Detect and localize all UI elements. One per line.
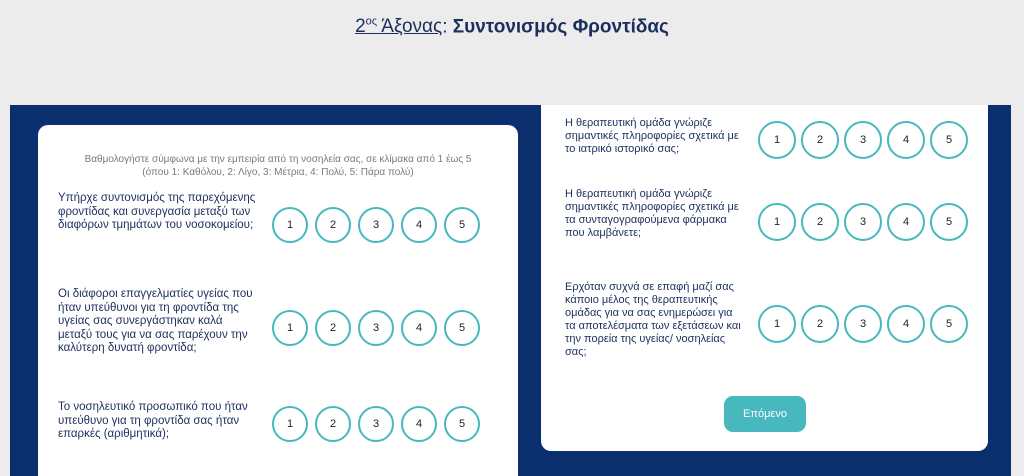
rating-option-3[interactable]: 3 — [844, 203, 882, 241]
rating-option-4[interactable]: 4 — [401, 207, 437, 243]
rating-scale-q2 — [272, 310, 480, 346]
rating-option-1[interactable]: 1 — [272, 406, 308, 442]
rating-option-5[interactable]: 5 — [930, 121, 968, 159]
page-title — [0, 16, 1024, 38]
topic-title: Συντονισμός Φροντίδας — [452, 16, 669, 38]
rating-option-2[interactable]: 2 — [801, 203, 839, 241]
rating-option-2[interactable]: 2 — [315, 207, 351, 243]
rating-option-4[interactable]: 4 — [401, 310, 437, 346]
rating-option-5[interactable]: 5 — [444, 207, 480, 243]
next-button[interactable]: Επόμενο — [724, 396, 806, 432]
question-professionals-cooperation: Οι διάφοροι επαγγελματίες υγείας που ήταν υπεύθυνοι για τη φροντίδα της υγείας σας συνεργάστηκαν καλά μεταξύ τους για να σας παρέχουν την καλύτερη δυνατή φροντίδα; — [58, 288, 253, 355]
rating-instructions: Βαθμολογήστε σύμφωνα με την εμπειρία από τη νοσηλεία σας, σε κλίμακα από 1 έως 5 (όπου 1: Καθόλου, 2: Λίγο, 3: Μέτρια, 4: Πολύ, 5: Πάρα πολύ) — [84, 154, 472, 178]
rating-option-3[interactable]: 3 — [358, 207, 394, 243]
rating-option-3[interactable]: 3 — [358, 310, 394, 346]
rating-option-5[interactable]: 5 — [930, 305, 968, 343]
rating-scale-q6 — [758, 305, 968, 343]
rating-option-3[interactable]: 3 — [358, 406, 394, 442]
rating-scale-q3 — [272, 406, 480, 442]
rating-option-2[interactable]: 2 — [315, 406, 351, 442]
question-nursing-staff-sufficient: Το νοσηλευτικό προσωπικό που ήταν υπεύθυνο για τη φροντίδα σας ήταν επαρκές (αριθμητικά); — [58, 401, 248, 441]
rating-option-5[interactable]: 5 — [444, 310, 480, 346]
rating-option-5[interactable]: 5 — [444, 406, 480, 442]
rating-option-1[interactable]: 1 — [272, 207, 308, 243]
rating-option-4[interactable]: 4 — [887, 305, 925, 343]
rating-scale-q5 — [758, 203, 968, 241]
question-team-contact-results: Ερχόταν συχνά σε επαφή μαζί σας κάποιο μέλος της θεραπευτικής ομάδας για να σας ενημερώσει για τα αποτελέσματα των εξετάσεων και την πορεία της υγείας/ νοσηλείας σας; — [565, 281, 741, 358]
rating-option-2[interactable]: 2 — [801, 121, 839, 159]
title-separator: : — [442, 16, 453, 38]
rating-option-1[interactable]: 1 — [758, 305, 796, 343]
question-medical-history: Η θεραπευτική ομάδα γνώριζε σημαντικές πληροφορίες σχετικά με το ιατρικό ιστορικό σας; — [565, 117, 739, 155]
rating-option-4[interactable]: 4 — [887, 203, 925, 241]
axis-label: $2^{o\varsigma}$ Άξονας — [355, 16, 443, 38]
question-coordination-departments: Υπήρχε συντονισμός της παρεχόμενης φροντίδας και συνεργασία μεταξύ των διαφόρων τμημάτων του νοσοκομείου; — [58, 192, 256, 232]
rating-scale-q4 — [758, 121, 968, 159]
rating-option-4[interactable]: 4 — [401, 406, 437, 442]
rating-option-1[interactable]: 1 — [758, 203, 796, 241]
rating-option-2[interactable]: 2 — [801, 305, 839, 343]
rating-option-2[interactable]: 2 — [315, 310, 351, 346]
rating-scale-q1 — [272, 207, 480, 243]
question-prescribed-medication: Η θεραπευτική ομάδα γνώριζε σημαντικές πληροφορίες σχετικά με τα συνταγογραφούμενα φάρμακα που λαμβάνετε; — [565, 188, 739, 239]
rating-option-3[interactable]: 3 — [844, 305, 882, 343]
rating-option-3[interactable]: 3 — [844, 121, 882, 159]
rating-option-1[interactable]: 1 — [272, 310, 308, 346]
rating-option-5[interactable]: 5 — [930, 203, 968, 241]
rating-option-1[interactable]: 1 — [758, 121, 796, 159]
rating-option-4[interactable]: 4 — [887, 121, 925, 159]
